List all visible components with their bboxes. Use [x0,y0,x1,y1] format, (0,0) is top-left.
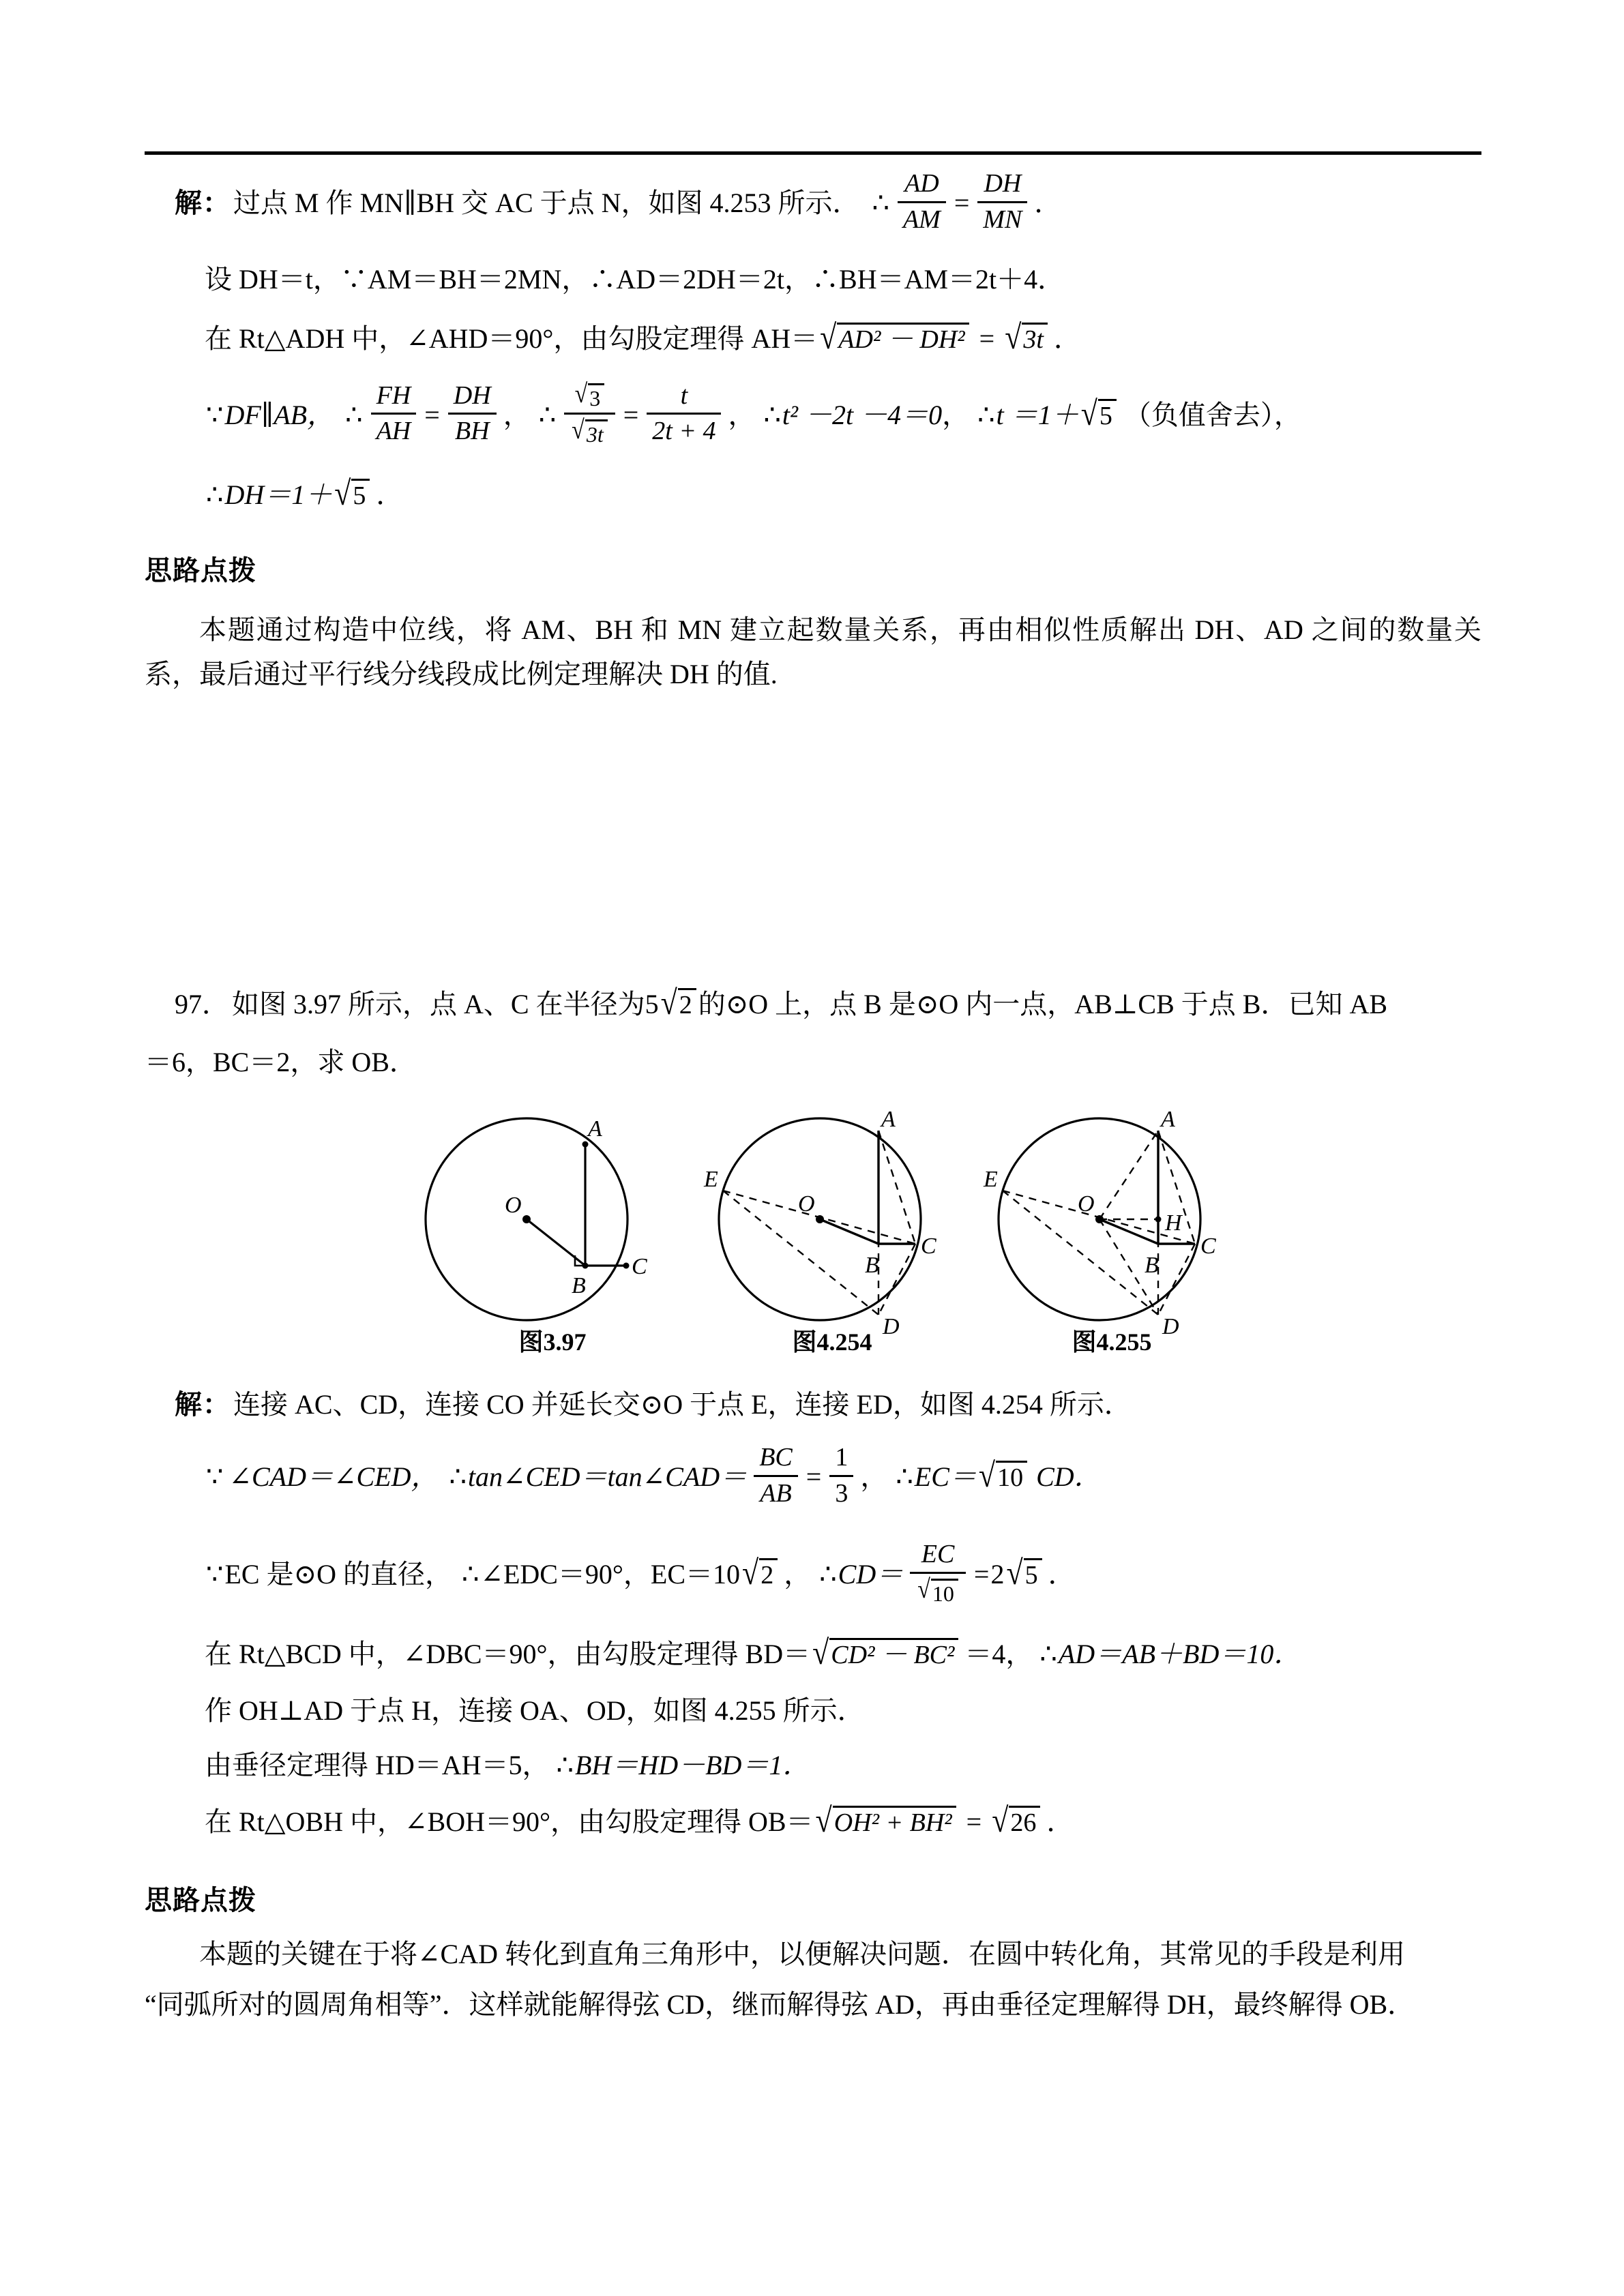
radical-symbol: √ [1005,318,1022,357]
radical-symbol: √ [574,379,588,409]
ec-expression: EC＝ [914,1461,977,1493]
radicand: 10 [931,1579,958,1606]
tip-heading-1: 思路点拨 [145,556,256,586]
cd-label: CD＝ [838,1558,904,1590]
figure-caption-3-97: 图3.97 [518,1328,587,1356]
solution-prev-line-1 [175,170,1481,236]
figure-row [145,1110,1481,1383]
problem-97-text-b: 的⊙O 上，点 B 是⊙O 内一点，AB⊥CB 于点 B．已知 AB [698,988,1388,1019]
solution-prev-line-5 [205,474,1481,513]
sqrt-5 [1006,1553,1042,1592]
radical-symbol: √ [572,415,585,445]
angle-edc-value: ∠EDC＝90°，EC＝10 [480,1558,741,1590]
therefore-symbol: ∴ [538,399,557,430]
point-label-D: D [1162,1314,1179,1335]
problem-97-block [145,983,1481,1077]
point-label-C: C [1200,1234,1216,1259]
figure-caption-4-255: 图4.255 [1072,1328,1152,1356]
because-symbol: ∵ [206,1461,224,1493]
point-label-E: E [704,1167,718,1192]
fraction-denominator: 2t + 4 [652,417,716,446]
result-coefficient: 2 [990,1558,1005,1590]
therefore-symbol: ∴ [763,399,781,430]
solution-label: 解： [175,188,231,219]
equals-sign: = [979,323,995,355]
point-label-A: A [881,1110,896,1132]
figure-caption-4-254: 图4.254 [792,1328,872,1356]
tip-heading-2: 思路点拨 [145,1885,256,1915]
equals-sign: = [623,399,639,430]
equals-sign: = [954,188,970,219]
comma: ， [503,399,531,430]
radicand: 2 [759,1558,778,1590]
problem-97-text-c: ＝6，BC＝2，求 OB． [145,1046,417,1077]
point-label-C: C [921,1234,936,1259]
fraction-denominator: AH [376,417,411,446]
tip2-text-line1: 本题的关键在于将∠CAD 转化到直角三角形中，以便解决问题．在圆中转化角，其常见的手段是利用 [199,1938,1405,1969]
point-label-A: A [588,1116,602,1142]
figure-3-97-svg [409,1110,696,1335]
radicand: 5 [1098,399,1117,430]
radical-symbol: √ [334,474,351,513]
fraction-bar [371,413,417,415]
period: ． [1034,188,1062,219]
sqrt-ad2-minus-dh2 [820,318,969,357]
fraction-ec-over-sqrt10 [910,1540,966,1606]
sqrt-10 [917,1575,958,1606]
tip2-text-line2: “同弧所对的圆周角相等”．这样就能解得弦 CD，继而解得弦 AD，再由垂径定理解得 DH，最终解得 OB． [145,1988,1415,2020]
equals-sign: = [424,399,440,430]
solution-97-line-5 [205,1697,1481,1725]
therefore-symbol: ∴ [461,1558,479,1590]
solution-prev-line2-text: 设 DH＝t，∵AM＝BH＝2MN，∴AD＝2DH＝2t，∴BH＝AM＝2t＋4． [205,264,1065,295]
fraction-bar [977,201,1027,203]
figure-4-254-svg [689,1110,975,1335]
point-label-H: H [1165,1210,1182,1236]
cd-term: CD． [1036,1461,1102,1493]
figure-4-255 [969,1110,1255,1383]
radical-symbol: √ [1080,393,1097,433]
fraction-one-third [829,1443,853,1508]
point-label-B: B [1145,1253,1159,1278]
fraction-bc-ab [754,1443,798,1508]
fraction-numerator: FH [376,381,411,410]
radicand: OH² + BH² [833,1806,956,1837]
period: ． [1053,323,1081,355]
radicand: 10 [996,1461,1027,1492]
fraction-numerator: EC [921,1540,955,1569]
root-expression: t ＝1＋ [996,399,1079,430]
sqrt-oh2-plus-bh2 [815,1801,956,1840]
radical-symbol: √ [812,1633,829,1672]
solution-97-line-7 [205,1801,1481,1840]
because-symbol: ∵ [206,1558,224,1590]
radicand: 5 [351,479,370,510]
fraction-denominator [564,417,615,447]
therefore-symbol: ∴ [872,188,889,219]
solution-97-line-4 [205,1633,1481,1672]
therefore-symbol: ∴ [345,399,363,430]
sqrt-5 [334,474,370,513]
tangent-expression: tan∠CED＝tan∠CAD＝ [467,1461,748,1493]
comma: ， [942,399,970,430]
sqrt-26 [992,1801,1040,1840]
solution-97-line-3 [205,1541,1481,1607]
sqrt-3 [574,379,605,411]
radical-symbol: √ [978,1456,996,1495]
solution-prev-line-3 [205,318,1481,357]
point-label-C: C [632,1254,647,1279]
because-symbol: ∵ [206,399,224,430]
radical-symbol: √ [917,1575,930,1604]
ad-value: AD＝AB＋BD＝10． [1058,1639,1301,1670]
rt-bcd-statement: 在 Rt△BCD 中，∠DBC＝90°，由勾股定理得 BD＝ [205,1639,811,1670]
fraction-numerator [567,381,612,411]
radicand: 26 [1009,1806,1040,1837]
fraction-numerator: AD [904,169,939,198]
point-label-O: O [798,1191,815,1217]
discard-negative-note: （负值舍去）， [1123,399,1301,430]
fraction-denominator: MN [983,205,1022,234]
fraction-sqrt3-over-sqrt3t [564,381,615,447]
therefore-symbol: ∴ [206,479,224,511]
quadratic-equation: t² －2t －4＝0 [782,399,943,430]
point-label-E: E [984,1167,998,1192]
period: ． [1048,1558,1076,1590]
point-label-O: O [1078,1191,1095,1217]
radicand: 3t [1022,323,1048,354]
comma: ， [860,1461,888,1493]
fraction-denominator [910,1576,966,1606]
solution-prev-line-2 [205,266,1481,293]
radical-symbol: √ [992,1801,1009,1840]
fraction-numerator: DH [453,381,491,410]
fraction-fh-ah [371,381,417,447]
sqrt-3t [1005,318,1048,357]
point-label-A: A [1161,1110,1175,1132]
fraction-bar [754,1475,798,1477]
equals-sign: = [973,1558,990,1590]
solution-97-line-6 [205,1752,1481,1779]
figure-4-254 [689,1110,975,1383]
angle-equality: ∠CAD＝∠CED， [228,1461,439,1493]
therefore-symbol: ∴ [1039,1639,1057,1670]
therefore-symbol: ∴ [977,399,995,430]
fraction-numerator: DH [984,169,1022,198]
solution-97-line-2 [205,1444,1481,1510]
fraction-dh-bh [448,381,497,447]
point-label-D: D [883,1314,900,1335]
period: ． [1046,1806,1074,1837]
fraction-bar [448,413,497,415]
problem-97-text-a: 如图 3.97 所示，点 A、C 在半径为 [232,988,645,1019]
problem-number: 97． [175,988,229,1019]
fraction-bar [898,201,946,203]
solution-prev-line-4 [205,379,1481,448]
fraction-t-over-2t4 [647,381,721,447]
fraction-dh-mn [977,169,1027,235]
radicand: 5 [1024,1558,1042,1590]
point-label-B: B [572,1273,586,1298]
equals-sign: = [806,1461,822,1493]
construct-oh-statement: 作 OH⊥AD 于点 H，连接 OA、OD，如图 4.255 所示． [205,1695,865,1727]
fraction-bar [647,413,721,415]
equals-sign: = [966,1806,982,1837]
diameter-statement: EC 是⊙O 的直径， [224,1558,452,1590]
bd-value: ＝4， [964,1639,1033,1670]
comma: ， [728,399,756,430]
fraction-numerator: t [680,381,688,410]
figure-3-97 [409,1110,696,1383]
solution-prev-line1-text: 过点 M 作 MN∥BH 交 AC 于点 N，如图 4.253 所示． [233,188,860,219]
sqrt-5 [1080,393,1117,433]
radicand: CD² － BC² [829,1638,958,1669]
point-label-O: O [505,1193,522,1218]
solution-prev-line3-prefix: 在 Rt△ADH 中，∠AHD＝90°，由勾股定理得 AH＝ [205,323,818,355]
solution-label: 解： [175,1390,231,1420]
therefore-symbol: ∴ [449,1461,467,1493]
problem-97-line-2 [145,1046,1481,1077]
solution-97-line-1 [175,1391,1481,1418]
radical-symbol: √ [815,1801,832,1840]
radicand: 3t [585,419,608,447]
fraction-bar [910,1572,966,1574]
fraction-numerator: 1 [835,1443,848,1472]
solution-97-block [145,1391,1481,2018]
comma: ， [784,1558,812,1590]
given-parallel: DF∥AB， [224,399,335,430]
fraction-bar [829,1475,853,1477]
radical-symbol: √ [742,1553,759,1592]
sqrt-3t [572,415,608,447]
radicand: 2 [678,988,696,1019]
sqrt-2 [660,983,696,1022]
point-label-B: B [865,1253,879,1278]
period: ． [376,479,404,511]
solution-previous-block [145,170,1481,697]
figure-4-255-svg [969,1110,1255,1335]
solution-97-line1-text: 连接 AC、CD，连接 CO 并延长交⊙O 于点 E，连接 ED，如图 4.254 所示． [233,1389,1132,1420]
fraction-numerator: BC [759,1443,793,1472]
tip-body-2-line-1 [199,1938,1481,1969]
therefore-symbol: ∴ [819,1558,837,1590]
therefore-symbol: ∴ [896,1461,913,1493]
fraction-bar [564,413,615,415]
radicand: AD² － DH² [837,323,969,354]
fraction-ad-am [898,169,946,235]
sqrt-10 [978,1456,1027,1495]
rt-obh-statement: 在 Rt△OBH 中，∠BOH＝90°，由勾股定理得 OB＝ [205,1806,814,1837]
radicand: 3 [588,383,604,411]
fraction-denominator: AM [902,205,941,234]
bh-value: BH＝HD－BD＝1． [575,1750,810,1781]
fraction-denominator: 3 [835,1478,848,1508]
therefore-symbol: ∴ [556,1750,574,1781]
perpendicular-diameter-theorem: 由垂径定理得 HD＝AH＝5， [205,1750,550,1781]
sqrt-cd2-minus-bc2 [812,1633,958,1672]
radius-coefficient: 5 [645,988,659,1019]
radical-symbol: √ [820,318,837,357]
radical-symbol: √ [1006,1553,1023,1592]
problem-97-line-1 [175,983,1481,1022]
tip-body-2-line-2 [145,1988,1481,2020]
sqrt-2 [742,1553,778,1592]
dh-value: DH＝1＋ [224,479,333,511]
fraction-denominator: AB [760,1478,792,1508]
header-rule [145,151,1481,155]
tip-body-1: 本题通过构造中位线，将 AM、BH 和 MN 建立起数量关系，再由相似性质解出 DH、AD 之间的数量关系，最后通过平行线分线段成比例定理解决 DH 的值. [145,614,1481,690]
radical-symbol: √ [660,983,677,1022]
fraction-denominator: BH [454,417,490,446]
